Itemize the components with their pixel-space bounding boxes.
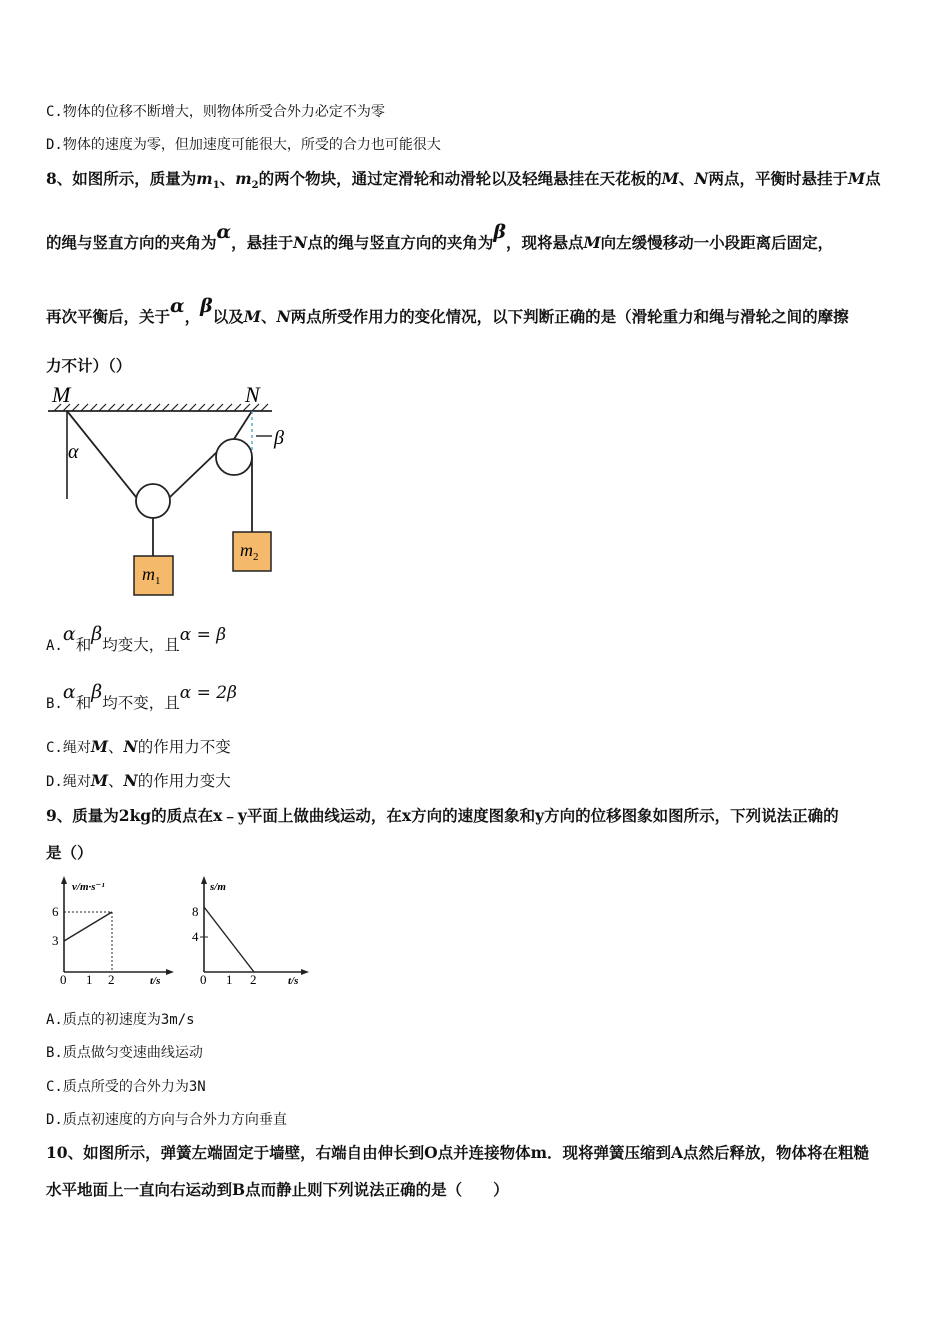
- q9-stem-line1: 9、质量为2kg的质点在x﹣y平面上做曲线运动，在x方向的速度图象和y方向的位移图象如图所示，下列说法正确的: [46, 806, 839, 825]
- q8-option-c: C.绳对M、N的作用力不变: [46, 737, 231, 756]
- v-ytick-6: 6: [52, 904, 59, 919]
- v-ylabel: v/m·s⁻¹: [72, 881, 105, 893]
- s-xtick-2: 2: [250, 972, 257, 987]
- label-M: M: [52, 382, 71, 407]
- q7-option-d: D.物体的速度为零，但加速度可能很大，所受的合力也可能很大: [46, 137, 441, 153]
- q8-option-d: D.绳对M、N的作用力变大: [46, 771, 231, 790]
- s-ytick-4: 4: [192, 929, 199, 944]
- q10-stem-line1: 10、如图所示，弹簧左端固定于墙壁，右端自由伸长到O点并连接物体m．现将弹簧压缩到A点然后释放，物体将在粗糙: [46, 1143, 870, 1162]
- movable-pulley: [136, 484, 170, 518]
- s-xtick-0: 0: [200, 972, 207, 987]
- pulley-diagram: [40, 380, 310, 605]
- q8-option-b: B.α和β均不变，且α = 2β: [46, 681, 237, 712]
- s-xtick-1: 1: [226, 972, 233, 987]
- rope-middle: [170, 450, 219, 497]
- v-ytick-3: 3: [52, 933, 59, 948]
- v-xtick-0: 0: [60, 972, 67, 987]
- fixed-pulley: [216, 439, 252, 475]
- v-xlabel: t/s: [150, 975, 161, 987]
- s-xlabel: t/s: [288, 975, 299, 987]
- v-xtick-1: 1: [86, 972, 93, 987]
- label-N: N: [245, 382, 260, 407]
- velocity-time-graph: [44, 872, 184, 990]
- beta-symbol: β: [493, 221, 506, 243]
- v-xtick-2: 2: [108, 972, 115, 987]
- q10-stem-line2: 水平地面上一直向右运动到B点而静止则下列说法正确的是（ ）: [46, 1180, 509, 1199]
- q7-option-c: C.物体的位移不断增大，则物体所受合外力必定不为零: [46, 104, 385, 120]
- q9-option-a: A.质点的初速度为3m/s: [46, 1012, 195, 1028]
- pulley-support: [234, 411, 252, 439]
- q9-option-d: D.质点初速度的方向与合外力方向垂直: [46, 1112, 287, 1128]
- q9-stem-line2: 是（）: [46, 843, 93, 862]
- v-line: [64, 912, 112, 941]
- label-m2: $m_2$: [240, 540, 259, 563]
- s-ytick-8: 8: [192, 904, 199, 919]
- displacement-time-graph: [186, 872, 316, 990]
- q8-option-a: A.α和β均变大，且α = β: [46, 623, 227, 654]
- label-alpha: α: [68, 441, 79, 463]
- label-beta: β: [274, 427, 284, 449]
- ceiling-hatch: [54, 404, 268, 411]
- alpha-symbol: α: [216, 221, 232, 243]
- q8-stem-line2: 的绳与竖直方向的夹角为α，悬挂于N点的绳与竖直方向的夹角为β，现将悬点M向左缓慢移动一小段距离后固定，: [46, 221, 834, 252]
- s-ylabel: s/m: [210, 881, 226, 893]
- q9-option-c: C.质点所受的合外力为3N: [46, 1079, 206, 1095]
- q8-stem-line3: 再次平衡后，关于α，β以及M、N两点所受作用力的变化情况，以下判断正确的是（滑轮重力和绳与滑轮之间的摩擦: [46, 295, 849, 326]
- q9-option-b: B.质点做匀变速曲线运动: [46, 1045, 203, 1061]
- s-line: [204, 907, 254, 972]
- q8-stem-line1: 8、如图所示，质量为$m_1$、$m_2$的两个物块，通过定滑轮和动滑轮以及轻绳悬挂在天花板的M、N两点，平衡时悬挂于M点: [46, 169, 881, 192]
- q8-stem-line4: 力不计）（）: [46, 356, 132, 375]
- label-m1: $m_1$: [142, 564, 161, 587]
